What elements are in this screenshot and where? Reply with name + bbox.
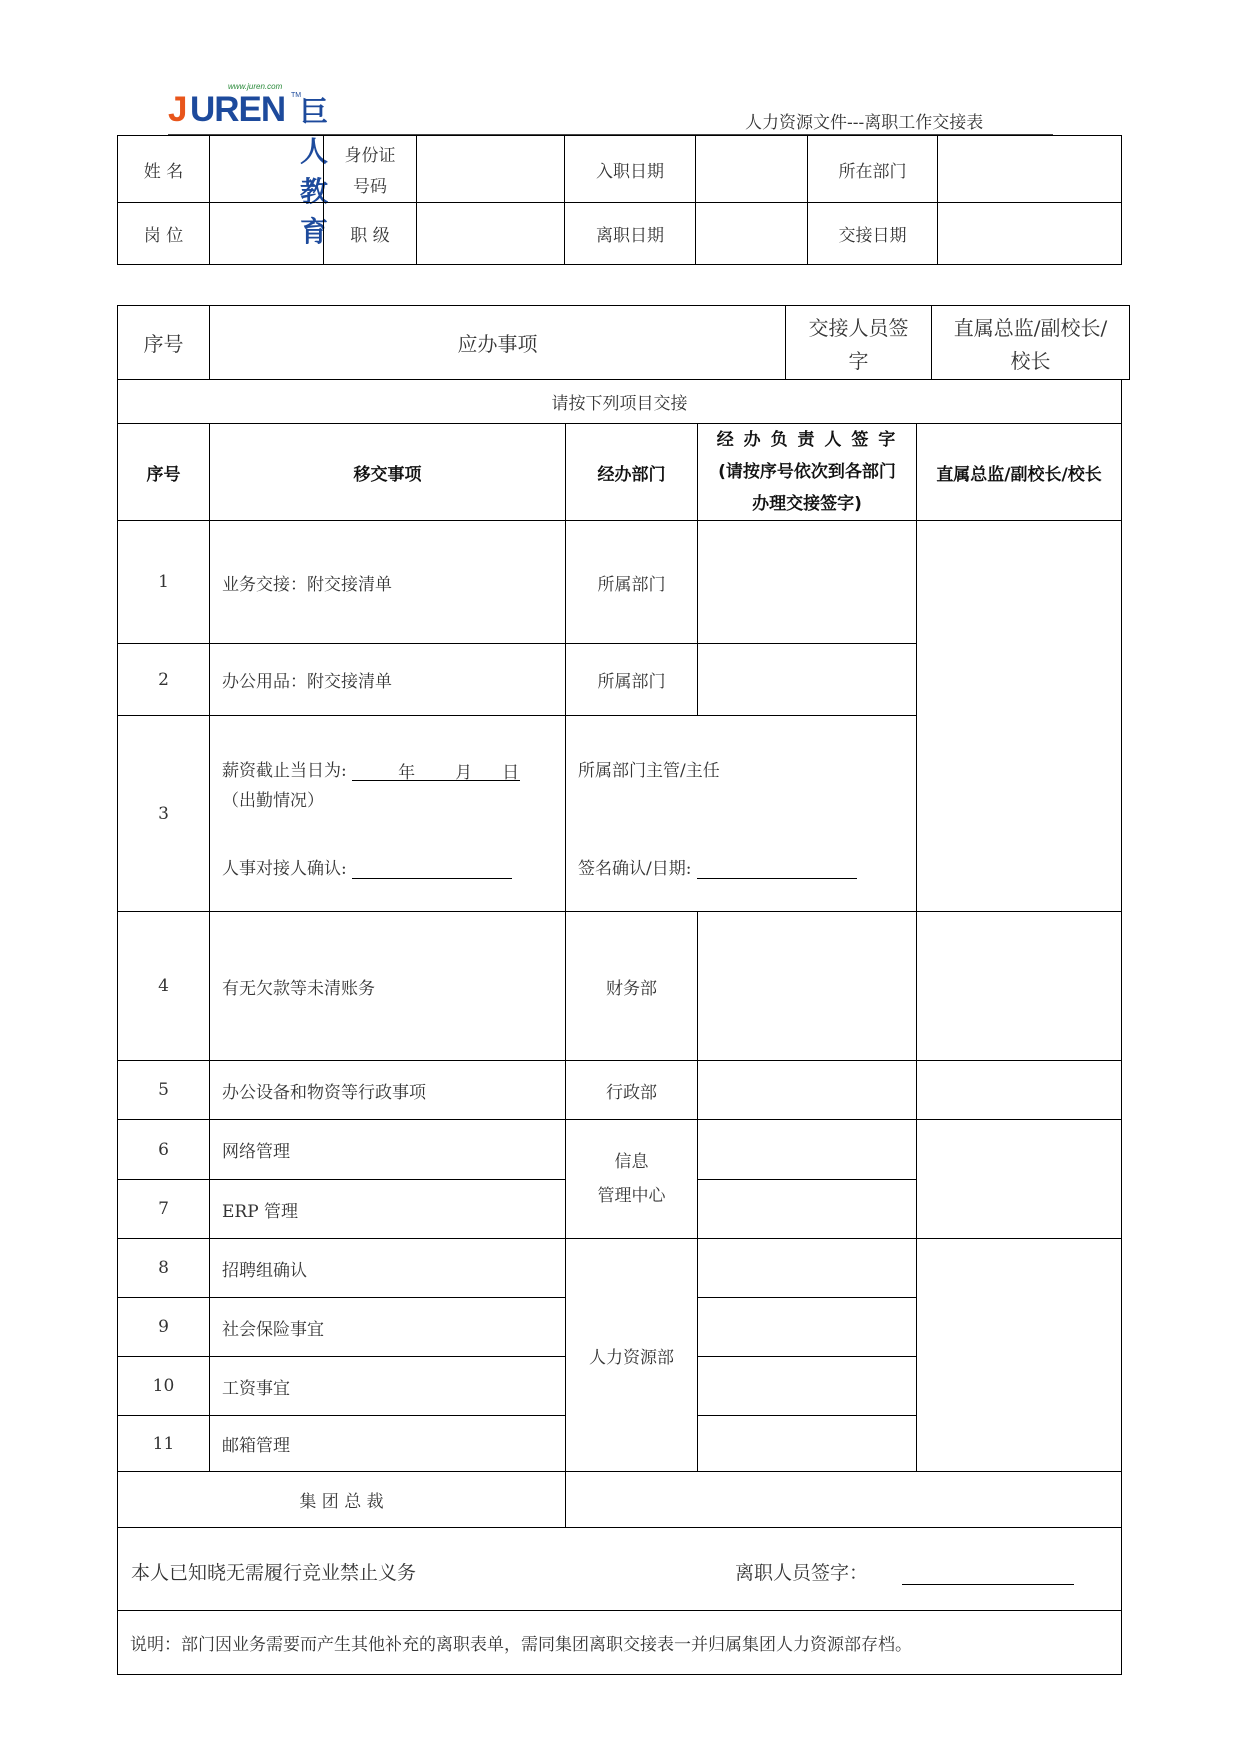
- field-position[interactable]: [210, 203, 324, 265]
- director-signature-cell[interactable]: [917, 912, 1122, 1061]
- sign-date-field[interactable]: [697, 858, 857, 879]
- field-name[interactable]: [210, 136, 324, 203]
- row-dept-hr: 人力资源部: [566, 1239, 698, 1472]
- row-number: 5: [118, 1061, 210, 1120]
- row-item: 有无欠款等未清账务: [210, 912, 566, 1061]
- table-row: [118, 521, 1122, 644]
- salary-cutoff-date-field[interactable]: 年 月 日: [352, 758, 520, 781]
- signature-cell[interactable]: [698, 644, 917, 716]
- field-hire-date[interactable]: [696, 136, 808, 203]
- leaver-sign-field[interactable]: [902, 1562, 1074, 1585]
- field-handover-date[interactable]: [938, 203, 1122, 265]
- row-item: 办公设备和物资等行政事项: [210, 1061, 566, 1120]
- document-title: 人力资源文件---离职工作交接表: [745, 113, 984, 133]
- summary-signer-header: 交接人员签 字: [786, 306, 932, 380]
- field-rank[interactable]: [417, 203, 565, 265]
- row-number: 6: [118, 1120, 210, 1180]
- signature-cell[interactable]: [698, 1357, 917, 1416]
- table-row: [118, 1061, 1122, 1120]
- row-number: 10: [118, 1357, 210, 1416]
- field-id-number[interactable]: [417, 136, 565, 203]
- logo-trademark: TM: [291, 92, 302, 99]
- label-hire-date: 入职日期: [565, 136, 696, 203]
- ceo-signature-cell[interactable]: [566, 1472, 1122, 1528]
- attendance-label: （出勤情况）: [222, 791, 324, 811]
- label-leave-date: 离职日期: [565, 203, 696, 265]
- note-row: 说明：部门因业务需要而产生其他补充的离职表单，需同集团离职交接表一并归属集团人力资源部存档。: [118, 1611, 1122, 1675]
- col-dept: 经办部门: [566, 424, 698, 521]
- ceo-label: 集 团 总 裁: [118, 1472, 566, 1528]
- row-dept: 所属部门: [566, 644, 698, 716]
- row-number: 2: [118, 644, 210, 716]
- col-director: 直属总监/副校长/校长: [917, 424, 1122, 521]
- field-department[interactable]: [938, 136, 1122, 203]
- director-signature-cell[interactable]: [917, 1239, 1122, 1472]
- table-row: [118, 1120, 1122, 1180]
- row-number: 8: [118, 1239, 210, 1298]
- director-signature-cell[interactable]: [917, 521, 1122, 912]
- logo-url: www.juren.com: [228, 82, 283, 91]
- handover-items-table: [117, 379, 1122, 1675]
- signature-cell[interactable]: [698, 1061, 917, 1120]
- summary-director-header: 直属总监/副校长/ 校长: [932, 306, 1130, 380]
- table-row: [118, 912, 1122, 1061]
- label-name: 姓 名: [118, 136, 210, 203]
- signature-cell[interactable]: [698, 1120, 917, 1180]
- table-row: [118, 1239, 1122, 1298]
- label-position: 岗 位: [118, 203, 210, 265]
- row-item: 网络管理: [210, 1120, 566, 1180]
- signature-cell[interactable]: [698, 912, 917, 1061]
- label-id-number: 身份证 号码: [324, 136, 417, 203]
- field-leave-date[interactable]: [696, 203, 808, 265]
- label-handover-date: 交接日期: [808, 203, 938, 265]
- row-dept-info-center: 信息 管理中心: [566, 1120, 698, 1239]
- row-item: ERP 管理: [210, 1180, 566, 1239]
- instruction-row: 请按下列项目交接: [118, 380, 1122, 424]
- dept-manager-label: 所属部门主管/主任: [578, 761, 720, 781]
- label-department: 所在部门: [808, 136, 938, 203]
- row-item: 工资事宜: [210, 1357, 566, 1416]
- summary-items-header: 应办事项: [210, 306, 786, 380]
- row-item: 邮箱管理: [210, 1416, 566, 1472]
- noncompete-row: [118, 1528, 1122, 1611]
- row-number: 4: [118, 912, 210, 1061]
- col-item: 移交事项: [210, 424, 566, 521]
- row-number: 9: [118, 1298, 210, 1357]
- logo-letters-uren: UREN: [190, 90, 286, 129]
- logo-letter-j: J: [168, 90, 187, 129]
- signature-cell[interactable]: [698, 1298, 917, 1357]
- signature-cell[interactable]: [698, 521, 917, 644]
- signature-cell[interactable]: [698, 1239, 917, 1298]
- signature-cell[interactable]: [698, 1180, 917, 1239]
- hr-confirm-field[interactable]: [352, 858, 512, 879]
- col-signature: 经 办 负 责 人 签 字 (请按序号依次到各部门 办理交接签字): [698, 424, 917, 521]
- salary-cutoff-label: 薪资截止当日为:: [222, 761, 347, 781]
- hr-confirm-label: 人事对接人确认:: [222, 859, 347, 879]
- salary-cutoff-cell: [210, 716, 566, 912]
- row-dept: 行政部: [566, 1061, 698, 1120]
- row-item: 招聘组确认: [210, 1239, 566, 1298]
- summary-header-table: [117, 305, 1130, 380]
- employee-info-table: [117, 135, 1122, 265]
- label-rank: 职 级: [324, 203, 417, 265]
- row-item: 办公用品：附交接清单: [210, 644, 566, 716]
- row-dept: 所属部门: [566, 521, 698, 644]
- dept-manager-cell: [566, 716, 917, 912]
- noncompete-statement: 本人已知晓无需履行竞业禁止义务: [131, 1562, 417, 1584]
- col-seq: 序号: [118, 424, 210, 521]
- director-signature-cell[interactable]: [917, 1061, 1122, 1120]
- summary-seq-header: 序号: [118, 306, 210, 380]
- row-number: 11: [118, 1416, 210, 1472]
- row-number: 1: [118, 521, 210, 644]
- sign-date-label: 签名确认/日期:: [578, 859, 692, 879]
- row-number: 7: [118, 1180, 210, 1239]
- director-signature-cell[interactable]: [917, 1120, 1122, 1239]
- signature-cell[interactable]: [698, 1416, 917, 1472]
- row-item: 社会保险事宜: [210, 1298, 566, 1357]
- logo-chinese-name: 巨人教育: [300, 95, 330, 248]
- row-item: 业务交接：附交接清单: [210, 521, 566, 644]
- row-number: 3: [118, 716, 210, 912]
- leaver-sign-label: 离职人员签字：: [735, 1562, 869, 1584]
- row-dept: 财务部: [566, 912, 698, 1061]
